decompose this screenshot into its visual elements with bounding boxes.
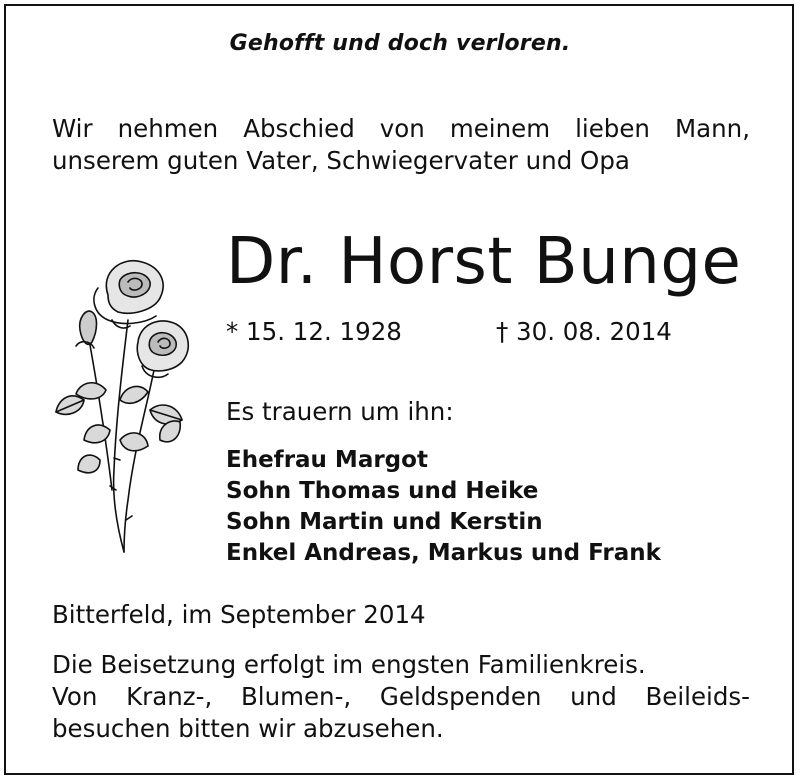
funeral-notice [52, 649, 750, 745]
family-member: Enkel Andreas, Markus und Frank [226, 540, 661, 566]
family-list [226, 445, 661, 569]
intro-text [52, 113, 750, 177]
notice-line-3: besuchen bitten wir abzusehen. [52, 714, 444, 743]
rose-illustration [50, 250, 200, 560]
notice-line-1: Die Beisetzung erfolgt im engsten Familienkreis. [52, 650, 646, 679]
place-date: Bitterfeld, im September 2014 [52, 600, 426, 629]
motto: Gehofft und doch verloren. [229, 31, 571, 56]
family-member: Sohn Thomas und Heike [226, 478, 539, 504]
notice-line-2: Von Kranz-, Blumen-, Geldspenden und Beileids- [52, 682, 750, 711]
death-date: † 30. 08. 2014 [496, 317, 672, 346]
birth-date: * 15. 12. 1928 [226, 317, 402, 346]
intro-line-2: unserem guten Vater, Schwiegervater und Opa [52, 146, 630, 175]
intro-line-1: Wir nehmen Abschied von meinem lieben Mann, [52, 114, 750, 143]
deceased-name: Dr. Horst Bunge [226, 225, 742, 299]
family-member: Sohn Martin und Kerstin [226, 509, 543, 535]
family-member: Ehefrau Margot [226, 447, 428, 473]
mourners-heading: Es trauern um ihn: [226, 397, 454, 426]
